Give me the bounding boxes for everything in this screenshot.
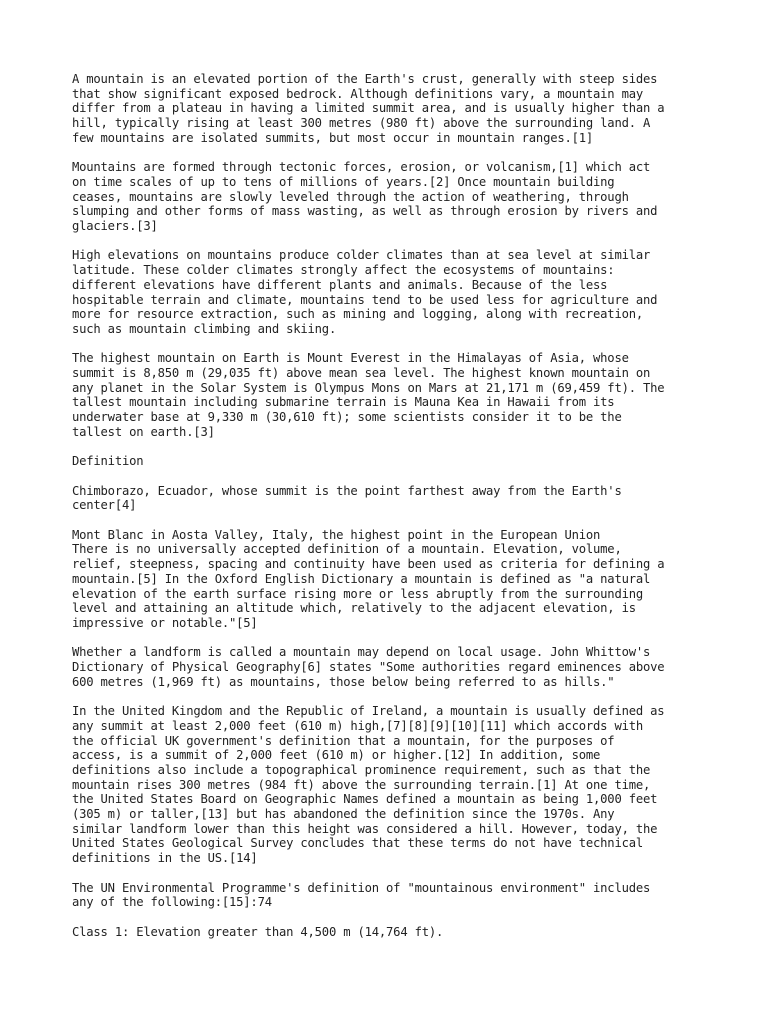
paragraph-highest: The highest mountain on Earth is Mount Everest in the Himalayas of Asia, whose summit is 8,850 m (29,035 ft) above mean sea level. The highest known mountain on any planet in the Solar System is Olympus Mons on Mars at 21,171 m (69,459 ft). The tallest mountain including submarine terrain is Mauna Kea in Hawaii from its underwater base at 9,330 m (30,610 ft); some scientists consider it to be the tallest on earth.[3] xyxy=(72,351,665,439)
caption-mont-blanc: Mont Blanc in Aosta Valley, Italy, the highest point in the European Union xyxy=(72,527,601,542)
paragraph-climate: High elevations on mountains produce colder climates than at sea level at similar latitude. These colder climates strongly affect the ecosystems of mountains: different elevations have different plants and animals. Because of the less hospitable terrain and climate, mountains tend to be used less for agriculture and more for resource extraction, such as mining and logging, along with recreation, such as mountain climbing and skiing. xyxy=(72,248,658,336)
caption-chimborazo: Chimborazo, Ecuador, whose summit is the point farthest away from the Earth's center[4] xyxy=(72,483,622,513)
paragraph-un-definition: The UN Environmental Programme's definition of "mountainous environment" includes any of the following:[15]:74 xyxy=(72,880,651,910)
paragraph-uk-definition: In the United Kingdom and the Republic of Ireland, a mountain is usually defined as any summit at least 2,000 feet (610 m) high,[7][8][9][10][11] which accords with the official UK government's definition that a mountain, for the purposes of access, is a summit of 2,000 feet (610 m) or higher.[12] In addition, some definitions also include a topographical prominence requirement, such as that the mountain rises 300 metres (984 ft) above the surrounding terrain.[1] At one time, the United States Board on Geographic Names defined a mountain as being 1,000 feet (305 m) or taller,[13] but has abandoned the definition since the 1970s. Any similar landform lower than this height was considered a hill. However, today, the United States Geological Survey concludes that these terms do not have technical definitions in the US.[14] xyxy=(72,704,665,866)
section-heading-definition: Definition xyxy=(72,454,144,469)
paragraph-class-1: Class 1: Elevation greater than 4,500 m (14,764 ft). xyxy=(72,924,444,939)
paragraph-local-usage: Whether a landform is called a mountain may depend on local usage. John Whittow's Dictionary of Physical Geography[6] states "Some authorities regard eminences above 600 metres (1,969 ft) as mountains, those below being referred to as hills." xyxy=(72,645,665,689)
paragraph-formation: Mountains are formed through tectonic forces, erosion, or volcanism,[1] which act on time scales of up to tens of millions of years.[2] Once mountain building ceases, mountains are slowly leveled through the action of weathering, through slumping and other forms of mass wasting, as well as through erosion by rivers and glaciers.[3] xyxy=(72,160,658,234)
document-page xyxy=(72,72,712,954)
paragraph-intro: A mountain is an elevated portion of the Earth's crust, generally with steep sides that show significant exposed bedrock. Although definitions vary, a mountain may differ from a plateau in having a limited summit area, and is usually higher than a hill, typically rising at least 300 metres (980 ft) above the surrounding land. A few mountains are isolated summits, but most occur in mountain ranges.[1] xyxy=(72,72,665,145)
paragraph-definition: There is no universally accepted definition of a mountain. Elevation, volume, relief, steepness, spacing and continuity have been used as criteria for defining a mountain.[5] In the Oxford English Dictionary a mountain is defined as "a natural elevation of the earth surface rising more or less abruptly from the surrounding level and attaining an altitude which, relatively to the adjacent elevation, is impressive or notable."[5] xyxy=(72,542,665,630)
